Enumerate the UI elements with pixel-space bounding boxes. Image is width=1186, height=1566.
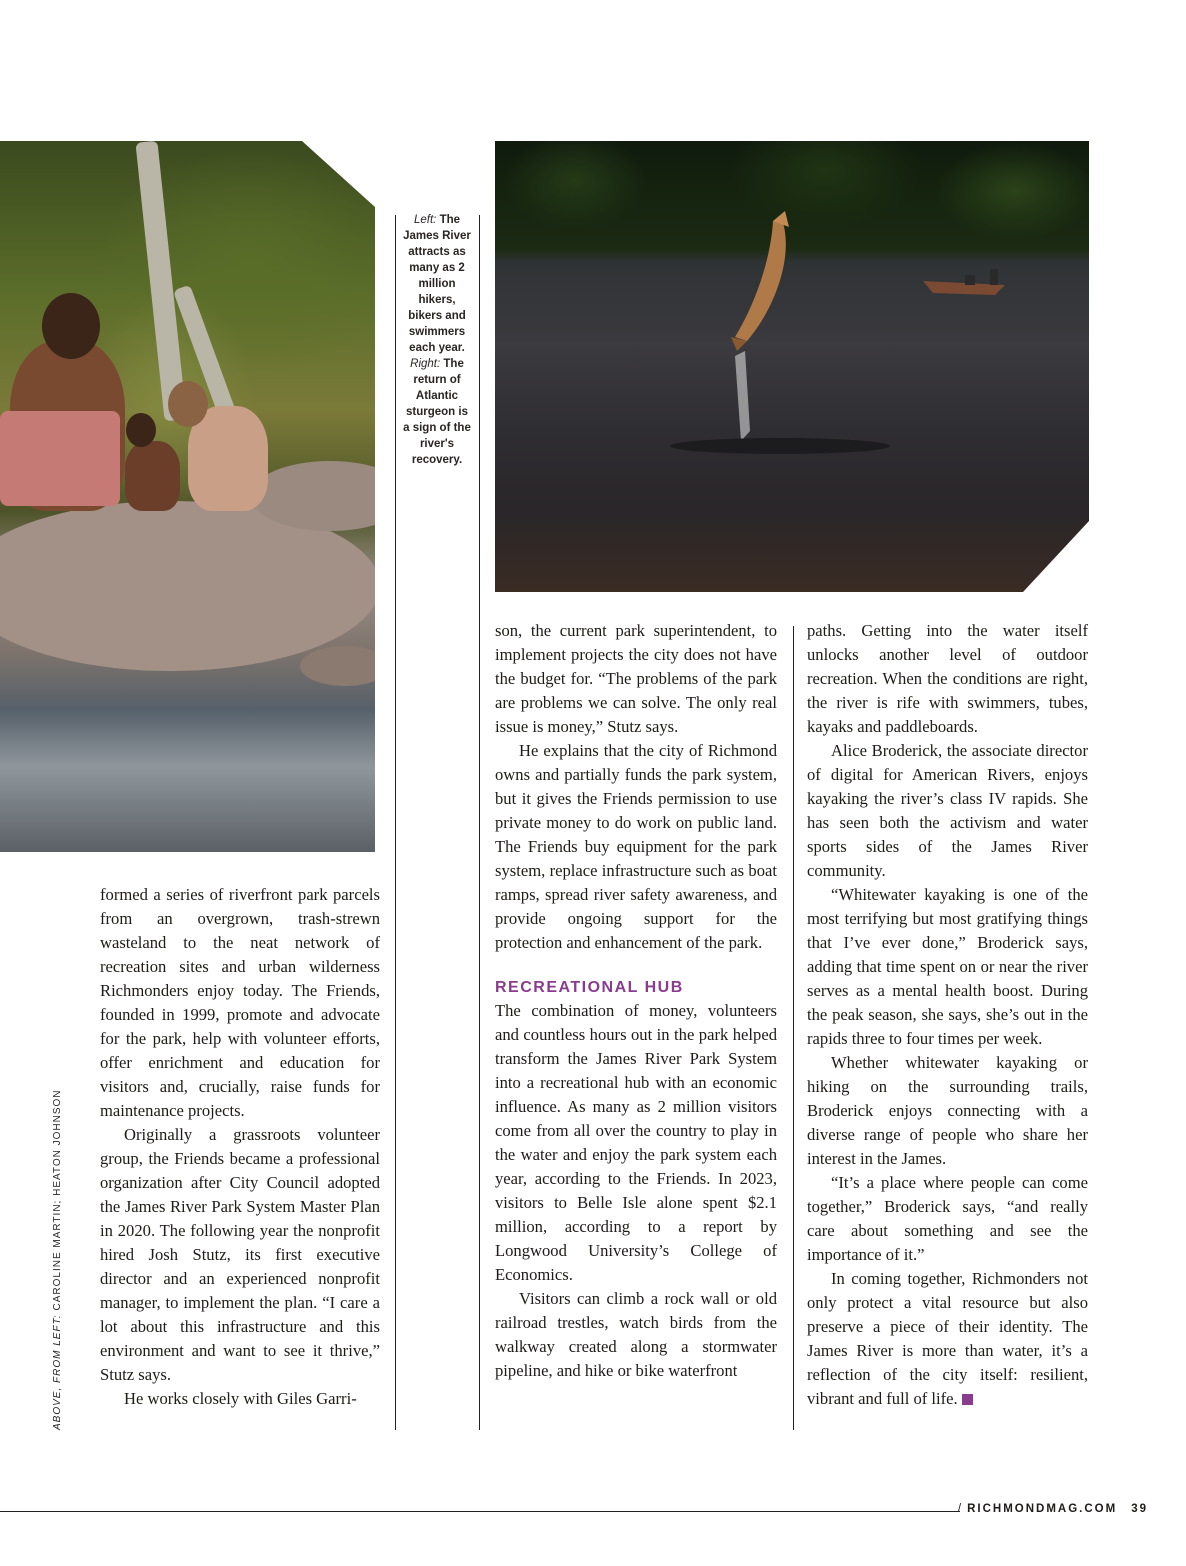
- paragraph: He works closely with Giles Garri-: [124, 1389, 357, 1408]
- footer-rule: [0, 1511, 960, 1512]
- paragraph: formed a series of riverfront park parcels from an overgrown, trash-strewn wasteland to the neat network of recreation sites and urban wilderness Richmonders enjoy today. The Friends, founded in 1999, promote and advocate for the park, help with volunteer efforts, offer enrichment and education for visitors and, crucially, raise funds for maintenance projects.: [100, 885, 380, 1120]
- caption-right-text: The return of Atlantic sturgeon is a sign of the river's recovery.: [403, 358, 471, 466]
- article-column-1: [100, 883, 380, 1411]
- credit-prefix: ABOVE, FROM LEFT:: [52, 1314, 63, 1430]
- swim-shorts: [0, 411, 120, 506]
- column-rule: [479, 215, 480, 1430]
- paragraph: The combination of money, volunteers and countless hours out in the park helped transform the James River Park System into a recreational hub with an economic influence. As many as 2 million visitors come from all over the country to play in the water and enjoy the park system each year, according to the Friends. In 2023, visitors to Belle Isle alone spent $2.1 million, according to a report by Longwood University’s College of Economics.: [495, 1001, 777, 1284]
- photo-caption: [402, 212, 472, 468]
- child-head: [126, 413, 156, 447]
- end-mark-icon: [962, 1394, 973, 1405]
- tree-trunk: [135, 141, 186, 421]
- photo-swimmers-on-rocks: [0, 141, 375, 852]
- paragraph: Originally a grassroots volunteer group, the Friends became a professional organization after City Council adopted the James River Park System Master Plan in 2020. The following year the nonprofit hired Josh Stutz, its first executive director and an experienced nonprofit manager, to implement the plan. “I care a lot about this infrastructure and this environment and want to see it thrive,” Stutz says.: [100, 1125, 380, 1384]
- caption-rule: [395, 215, 396, 1430]
- sturgeon-scene: [495, 141, 1089, 592]
- credit-names: CAROLINE MARTIN; HEATON JOHNSON: [52, 1089, 63, 1311]
- paragraph: son, the current park superintendent, to implement projects the city does not have the budget for. “The problems of the park are problems we can solve. The only real issue is money,” Stutz says.: [495, 621, 777, 736]
- person-head: [42, 293, 100, 359]
- paragraph: Alice Broderick, the associate director of digital for American Rivers, enjoys kayaking the river’s class IV rapids. She has seen both the activism and water sports sides of the James River community.: [807, 741, 1088, 880]
- sturgeon: [731, 211, 789, 351]
- page-footer: [958, 1503, 1148, 1515]
- paragraph-text: In coming together, Richmonders not only protect a vital resource but also preserve a piece of their identity. The James River is more than water, it’s a reflection of the city itself: resilient, vibrant and full of life.: [807, 1269, 1088, 1408]
- final-paragraph: [807, 1267, 1088, 1411]
- page-number: 39: [1131, 1503, 1148, 1515]
- paragraph: Visitors can climb a rock wall or old railroad trestles, watch birds from the walkway created along a stormwater pipeline, and hike or bike waterfront: [495, 1289, 777, 1380]
- footer-site: RICHMONDMAG.COM: [967, 1503, 1118, 1515]
- article-column-3: [807, 619, 1088, 1411]
- paragraph: paths. Getting into the water itself unlocks another level of outdoor recreation. When the conditions are right, the river is rife with swimmers, tubes, kayaks and paddleboards.: [807, 621, 1088, 736]
- water-ripple: [670, 438, 890, 454]
- paragraph: “It’s a place where people can come together,” Broderick says, “and really care about something and see the importance of it.”: [807, 1173, 1088, 1264]
- section-subhead: RECREATIONAL HUB: [495, 979, 684, 996]
- paragraph: He explains that the city of Richmond owns and partially funds the park system, but it gives the Friends permission to use private money to do work on public land. The Friends buy equipment for the park system, replace infrastructure such as boat ramps, spread river safety awareness, and provide ongoing support for the protection and enhancement of the park.: [495, 741, 777, 952]
- caption-left-text: The James River attracts as many as 2 million hikers, bikers and swimmers each year.: [403, 214, 471, 354]
- caption-left-label: Left:: [413, 214, 437, 226]
- river-rock: [300, 646, 375, 686]
- splash: [735, 351, 750, 441]
- paragraph: “Whitewater kayaking is one of the most terrifying but most gratifying things that I’ve ever done,” Broderick says, adding that time spent on or near the river serves as a mental health boost. During the peak season, she says, she’s out in the rapids three to four times per week.: [807, 885, 1088, 1048]
- article-column-2: [495, 619, 777, 1383]
- slash-glyph: /: [957, 1503, 964, 1515]
- caption-right-label: Right:: [410, 358, 441, 370]
- child: [125, 441, 180, 511]
- person-head: [168, 381, 208, 427]
- photo-leaping-sturgeon: [495, 141, 1089, 592]
- paragraph: Whether whitewater kayaking or hiking on the surrounding trails, Broderick enjoys connecting with a diverse range of people who share her interest in the James.: [807, 1053, 1088, 1168]
- motorboat: [923, 269, 1005, 295]
- photo-credit: [52, 1089, 63, 1430]
- column-rule: [793, 626, 794, 1430]
